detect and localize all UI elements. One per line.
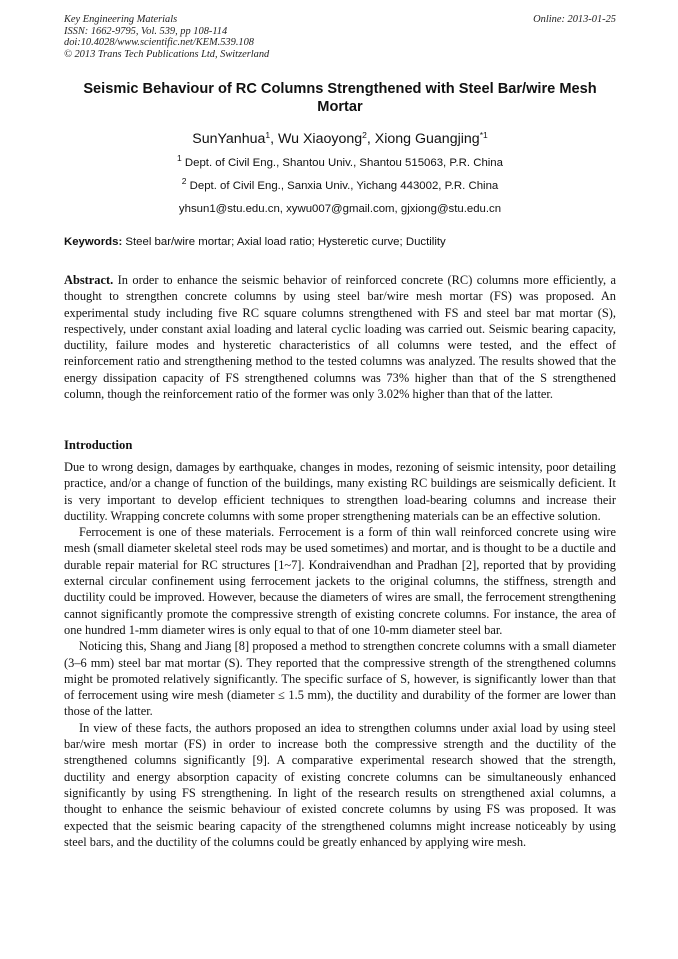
- affiliation-2: [64, 176, 616, 193]
- keywords-text: Steel bar/wire mortar; Axial load ratio; Hysteretic curve; Ductility: [122, 236, 446, 248]
- author-affiliation-mark: 2: [362, 130, 367, 140]
- paragraph: Due to wrong design, damages by earthquake, changes in modes, rezoning of seismic intensity, poor detailing practice, and/or a change of function of the buildings, many existing RC buildings are seismically deficient. It is very important to develop efficient techniques to strengthen load-bearing columns and increase their ductility. Wrapping concrete columns with some proper strengthening materials can be an effective solution.: [64, 460, 616, 523]
- introduction-body: [64, 459, 616, 850]
- affiliation-text: Dept. of Civil Eng., Sanxia Univ., Yichang 443002, P.R. China: [186, 180, 499, 192]
- affiliation-1: [64, 153, 616, 170]
- author-separator: ,: [366, 131, 375, 147]
- author-emails: yhsun1@stu.edu.cn, xywu007@gmail.com, gjxiong@stu.edu.cn: [178, 203, 502, 215]
- journal-header: [64, 14, 616, 60]
- journal-name: Key Engineering Materials: [64, 14, 178, 25]
- keywords-label: Keywords:: [64, 236, 123, 248]
- author-name: Wu Xiaoyong: [278, 131, 363, 147]
- author-list: [64, 130, 616, 148]
- abstract: [64, 272, 616, 402]
- author-affiliation-mark: *1: [479, 130, 488, 140]
- abstract-text: In order to enhance the seismic behavior of reinforced concrete (RC) columns more efficiently, a thought to strengthen concrete columns by using steel bar/wire mesh mortar (FS) was proposed. An experimental study including five RC square columns strengthened with FS and steel bar mat mortar (S), respectively, under constant axial loading and lateral cyclic loading was carried out. Seismic bearing capacity, ductility, failure modes and hysteretic characteristics of all columns were tested, and the effect of reinforcement ratio and strengthening method to the tested columns was analyzed. The results showed that the energy dissipation capacity of FS strengthened columns was 73% higher than that of the S strengthened column, though the reinforcement ratio of the former was only 3.02% higher than that of the latter.: [64, 273, 616, 402]
- section-heading-introduction: Introduction: [64, 438, 133, 452]
- affiliation-text: Dept. of Civil Eng., Shantou Univ., Shantou 515063, P.R. China: [181, 157, 503, 169]
- paragraph: Ferrocement is one of these materials. Ferrocement is a form of thin wall reinforced concrete using wire mesh (small diameter skeletal steel rods may be used sometimes) and mortar, and is thought to be a ductile and durable repair material for RC structures [1~7]. Kondraivendhan and Pradhan [2], reported that by providing external circular confinement using ferrocement jackets to the original columns, the stiffness, strength and ductility could be improved. However, because the diameters of wires are small, the ferrocement strengthening cannot significantly promote the compressive strength of existing concrete columns. For instance, the area of one hundred 1-mm diameter wires is only equal to that of one 10-mm diameter steel bar.: [64, 525, 616, 637]
- online-date: Online: 2013-01-25: [533, 14, 616, 25]
- paragraph: Noticing this, Shang and Jiang [8] proposed a method to strengthen concrete columns with a small diameter (3–6 mm) steel bar mat mortar (S). They reported that the compressive strength of the strengthened columns might be promoted relatively significantly. The specific surface of S, however, is significantly lower than that of ferrocement using wire mesh (diameter ≤ 1.5 mm), the ductility and durability of the former are lower than those of the latter.: [64, 639, 616, 719]
- author-affiliation-mark: 1: [265, 130, 271, 140]
- affiliation-mark: 2: [181, 176, 187, 186]
- doi-line: doi:10.4028/www.scientific.net/KEM.539.108: [64, 37, 254, 49]
- paragraph: In view of these facts, the authors proposed an idea to strengthen columns under axial load by using steel bar/wire mesh mortar (FS) in order to increase both the compressive strength and the ductility of the strengthened columns significantly [9]. A comparative experimental research showed that the strength, ductility and energy absorption capacity of existing concrete columns can be simultaneously enhanced significantly by using FS strengthening. In light of the research results on strengthened axial columns, a thought to enhance the seismic behaviour of existed concrete columns by using FS was proposed. It was expected that the seismic bearing capacity of the strengthened columns might increase noticeably by using steel bars, and the ductility of the columns could be greatly enhanced by applying wire mesh.: [64, 720, 616, 849]
- author-name: SunYanhua: [192, 131, 266, 147]
- paper-title: Seismic Behaviour of RC Columns Strengthened with Steel Bar/wire Mesh Mortar: [83, 81, 597, 115]
- abstract-label: Abstract.: [64, 273, 114, 287]
- author-name: Xiong Guangjing: [374, 131, 480, 147]
- author-separator: ,: [270, 131, 278, 147]
- keywords: [64, 235, 616, 249]
- affiliation-mark: 1: [177, 153, 182, 163]
- copyright-line: © 2013 Trans Tech Publications Ltd, Switzerland: [64, 48, 270, 60]
- issn-line: ISSN: 1662-9795, Vol. 539, pp 108-114: [64, 25, 228, 37]
